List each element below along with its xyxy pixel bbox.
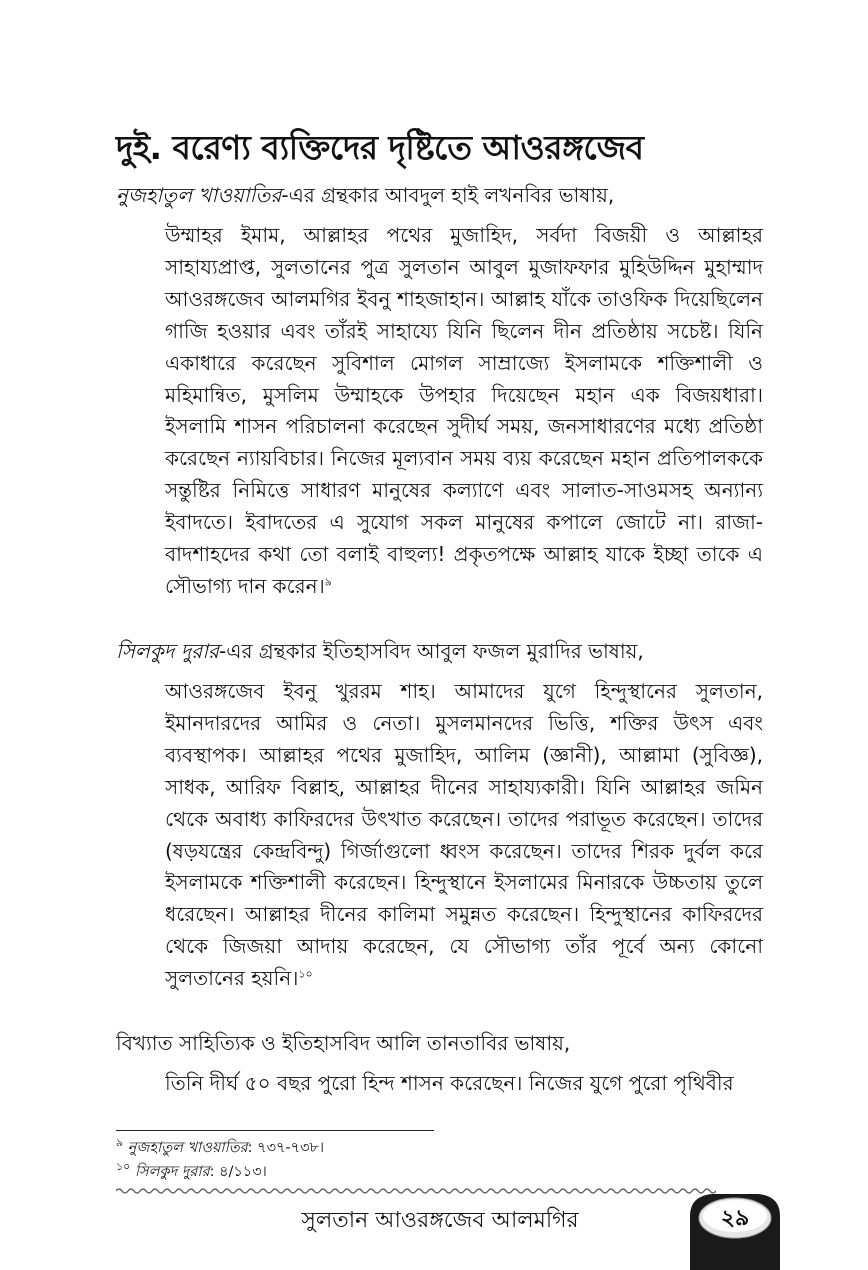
footnote-2: [116, 1162, 267, 1182]
quote-text: উম্মাহর ইমাম, আল্লাহর পথের মুজাহিদ, সর্বদা বিজয়ী ও আল্লাহর সাহায্যপ্রাপ্ত, সুলতানের পুত্র সুলতান আবুল মুজাফফার মুহিউদ্দিন মুহাম্মাদ আওরঙ্গজেব আলমগির ইবনু শাহজাহান। আল্লাহ যাঁকে তাওফিক দিয়েছিলেন গাজি হওয়ার এবং তাঁরই সাহায্যে যিনি ছিলেন দীন প্রতিষ্ঠায় সচেষ্ট। যিনি একাধারে করেছেন সুবিশাল মোগল সাম্রাজ্যে ইসলামকে শক্তিশালী ও মহিমান্বিত, মুসলিম উম্মাহকে উপহার দিয়েছেন মহান এক বিজয়ধারা। ইসলামি শাসন পরিচালনা করেছেন সুদীর্ঘ সময়, জনসাধারণের মধ্যে প্রতিষ্ঠা করেছেন ন্যায়বিচার। নিজের মূল্যবান সময় ব্যয় করেছেন মহান প্রতিপালককে সন্তুষ্টির নিমিত্তে সাধারণ মানুষের কল্যাণে এবং সালাত-সাওমসহ অন্যান্য ইবাদতে। ইবাদতের এ সুযোগ সকল মানুষের কপালে জোটে না। রাজা-বাদশাহদের কথা তো বলাই বাহুল্য! প্রকৃতপক্ষে আল্লাহ যাকে ইচ্ছা তাকে এ সৌভাগ্য দান করেন।: [165, 223, 763, 598]
footnote-1: [116, 1138, 324, 1158]
lead-paragraph-1: [116, 180, 766, 210]
running-footer-title: সুলতান আওরঙ্গজেব আলমগির: [301, 1208, 579, 1233]
footnote-detail: : ৭৩৭-৭৩৮।: [247, 1140, 325, 1156]
quote-block-3: [165, 1068, 763, 1100]
lead-text: -এর গ্রন্থকার আবদুল হাই লখনবির ভাষায়,: [281, 183, 615, 207]
footnote-source: সিলকুদ দুরার: [134, 1164, 210, 1180]
quote-text: তিনি দীর্ঘ ৫০ বছর পুরো হিন্দ শাসন করেছেন। নিজের যুগে পুরো পৃথিবীর: [165, 1071, 734, 1095]
page-number: ২৯: [720, 1206, 750, 1231]
source-title: নুজহাতুল খাওয়াতির: [116, 183, 282, 207]
footnote-number: ১০: [116, 1160, 131, 1174]
footnote-detail: : ৪/১১৩।: [209, 1164, 267, 1180]
section-heading: দুই. বরেণ্য ব্যক্তিদের দৃষ্টিতে আওরঙ্গজেব: [116, 128, 644, 167]
lead-paragraph-2: [116, 636, 766, 666]
quote-block-1: [165, 220, 763, 603]
source-title: সিলকুদ দুরার: [116, 639, 220, 663]
footnote-marker: ৯: [324, 575, 332, 589]
footnote-source: নুজহাতুল খাওয়াতির: [127, 1140, 248, 1156]
quote-text: আওরঙ্গজেব ইবনু খুররম শাহ। আমাদের যুগে হিন্দুস্থানের সুলতান, ইমানদারদের আমির ও নেতা। মুসলমানদের ভিত্তি, শক্তির উৎস এবং ব্যবস্থাপক। আল্লাহর পথের মুজাহিদ, আলিম (জ্ঞানী), আল্লামা (সুবিজ্ঞ), সাধক, আরিফ বিল্লাহ, আল্লাহর দীনের সাহায্যকারী। যিনি আল্লাহর জমিন থেকে অবাধ্য কাফিরদের উৎখাত করেছেন। তাদের পরাভূত করেছেন। তাদের (ষড়যন্ত্রের কেন্দ্রবিন্দু) গির্জাগুলো ধ্বংস করেছেন। তাদের শিরক দুর্বল করে ইসলামকে শক্তিশালী করেছেন। হিন্দুস্থানে ইসলামের মিনারকে উচ্চতায় তুলে ধরেছেন। আল্লাহর দীনের কালিমা সমুন্নত করেছেন। হিন্দুস্থানের কাফিরদের থেকে জিজয়া আদায় করেছেন, যে সৌভাগ্য তাঁর পূর্বে অন্য কোনো সুলতানের হয়নি।: [165, 679, 763, 991]
footnote-marker: ১০: [298, 967, 313, 981]
wavy-divider-icon: [116, 1186, 716, 1196]
footnote-number: ৯: [116, 1136, 124, 1150]
quote-block-2: [165, 676, 763, 995]
lead-paragraph-3: বিখ্যাত সাহিত্যিক ও ইতিহাসবিদ আলি তানতাবির ভাষায়,: [116, 1031, 571, 1055]
footnote-divider: [116, 1130, 434, 1131]
lead-text: -এর গ্রন্থকার ইতিহাসবিদ আবুল ফজল মুরাদির ভাষায়,: [219, 639, 644, 663]
